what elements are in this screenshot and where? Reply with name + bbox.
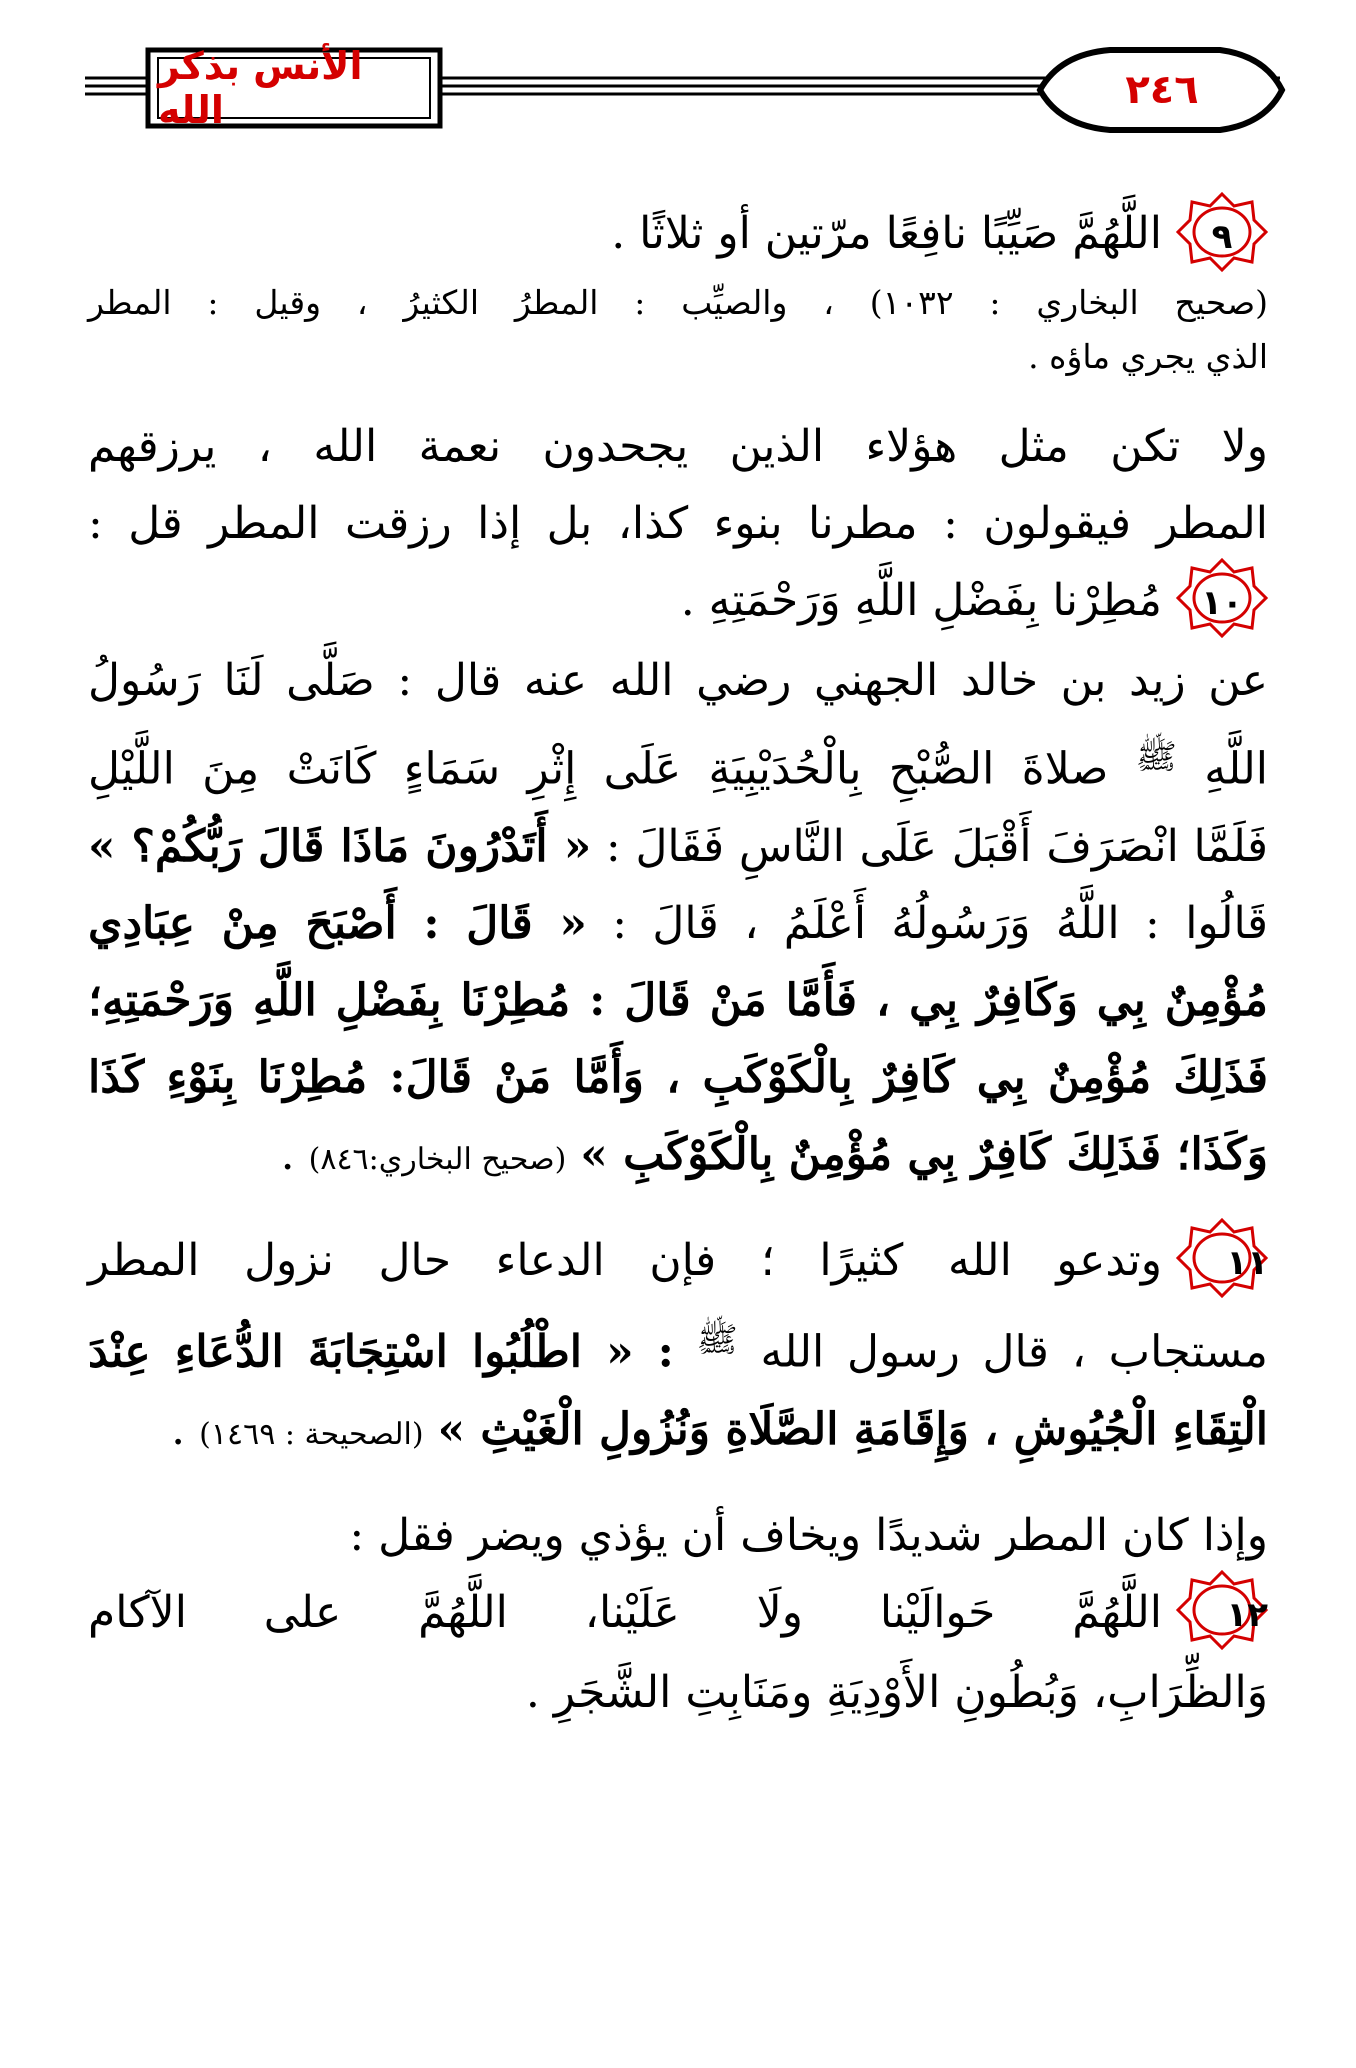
citation: (الصحيحة : ١٤٦٩) xyxy=(199,1416,424,1452)
hadith-line: مُؤْمِنٌ بِي وَكَافِرٌ بِي ، فَأَمَّا مَنْ قَالَ : مُطِرْنَا بِفَضْلِ اللَّهِ وَرَحْمَتِهِ؛ xyxy=(88,974,1268,1026)
page-number: ٢٤٦ xyxy=(1125,67,1199,113)
running-title: الأنس بذكر الله xyxy=(158,44,363,132)
hadith-line: فَذَلِكَ مُؤْمِنٌ بِي كَافِرٌ بِالْكَوْكَبِ ، وَأَمَّا مَنْ قَالَ: مُطِرْنَا بِنَوْءِ كَذَا xyxy=(88,1051,1268,1103)
hadith-line: مستجاب ، قال رسول الله $^ﷺ$ : « اطْلُبُوا اسْتِجَابَةَ الدُّعَاءِ عِنْدَ xyxy=(88,1320,1268,1378)
hadith-line: عن زيد بن خالد الجهني رضي الله عنه قال : صَلَّى لَنَا رَسُولُ xyxy=(88,655,1268,706)
page-body xyxy=(88,195,1268,1731)
dua-10-text: مُطِرْنا بِفَضْلِ اللَّهِ وَرَحْمَتِهِ . xyxy=(680,574,1162,626)
item-11-line: ١١ وتدعو الله كثيرًا ؛ فإن الدعاء حال نزول المطر xyxy=(88,1222,1268,1303)
hadith-line: قَالُوا : اللَّهُ وَرَسُولُهُ أَعْلَمُ ، قَالَ : « قَالَ : أَصْبَحَ مِنْ عِبَادِي xyxy=(88,897,1268,949)
hadith-line: وَكَذَا؛ فَذَلِكَ كَافِرٌ بِي مُؤْمِنٌ بِالْكَوْكَبِ » (صحيح البخاري:٨٤٦) . xyxy=(280,1128,1268,1180)
paragraph-line: ولا تكن مثل هؤلاء الذين يجحدون نعمة الله ، يرزقهم xyxy=(88,420,1268,472)
citation: (صحيح البخاري:٨٤٦) xyxy=(308,1141,567,1177)
page-header xyxy=(0,0,1356,150)
dua-12-line: ١٢ اللَّهُمَّ حَوالَيْنا ولَا عَلَيْنا، اللَّهُمَّ على الآكام xyxy=(88,1574,1268,1655)
number-ornament-9: ٩ xyxy=(1176,198,1268,276)
hadith-line: اللَّهِ $^ﷺ$ صلاةَ الصُّبْحِ بِالْحُدَيْبِيَةِ عَلَى إِثْرِ سَمَاءٍ كَانَتْ مِنَ اللَّيْلِ xyxy=(88,737,1268,795)
dua-12-line-2: وَالظِّرَابِ، وَبُطُونِ الأَوْدِيَةِ ومَنَابِتِ الشَّجَرِ . xyxy=(525,1667,1268,1719)
dua-10-line xyxy=(88,562,1268,643)
hadith-line: فَلَمَّا انْصَرَفَ أَقْبَلَ عَلَى النَّاسِ فَقَالَ : « أَتَدْرُونَ مَاذَا قَالَ رَبُّكُمْ؟ » xyxy=(88,820,1268,872)
number-ornament-10: ١٠ xyxy=(1176,564,1268,642)
paragraph-line: وإذا كان المطر شديدًا ويخاف أن يؤذي ويضر فقل : xyxy=(349,1509,1268,1561)
number-ornament-11: ١١ xyxy=(1176,1224,1268,1302)
number-ornament-12: ١٢ xyxy=(1176,1576,1268,1654)
salla-symbol-icon: ﷺ xyxy=(696,1320,738,1361)
footnote-line-2: الذي يجري ماؤه . xyxy=(1028,336,1268,376)
hadith-line: الْتِقَاءِ الْجُيُوشِ ، وَإِقَامَةِ الصَّلَاةِ وَنُزُولِ الْغَيْثِ » (الصحيحة : ١٤٦٩) . xyxy=(171,1403,1268,1455)
footnote-line-1: (صحيح البخاري : ١٠٣٢) ، والصيِّب : المطرُ الكثيرُ ، وقيل : المطر xyxy=(88,282,1268,322)
salla-symbol-icon: ﷺ xyxy=(1135,737,1177,777)
dua-9-text: اللَّهُمَّ صَيِّبًا نافِعًا مرّتين أو ثلاثًا . xyxy=(611,208,1162,259)
paragraph-line: المطر فيقولون : مطرنا بنوء كذا، بل إذا رزقت المطر قل : xyxy=(88,497,1268,549)
dua-9-line xyxy=(88,195,1268,276)
